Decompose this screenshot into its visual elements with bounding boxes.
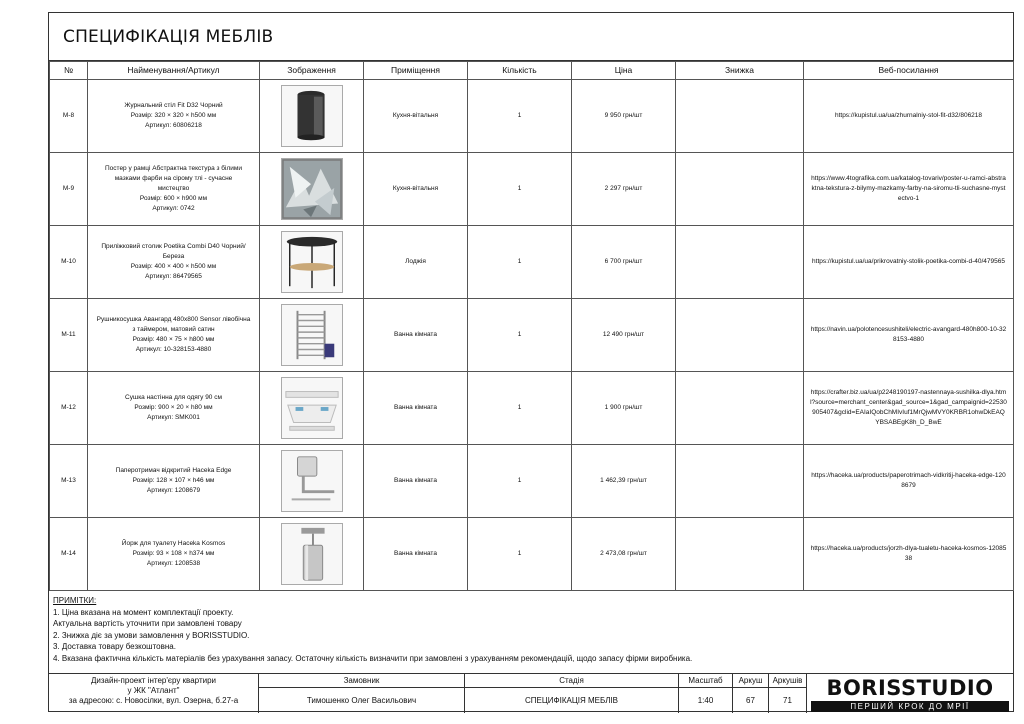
item-article: Артикул: SMK001 — [147, 414, 200, 422]
item-price: 9 950 грн/шт — [572, 80, 676, 153]
item-name-cell — [88, 372, 260, 445]
item-size: Розмір: 480 × 75 × h800 мм — [132, 336, 215, 343]
item-room: Кухня-вітальня — [364, 80, 468, 153]
item-discount — [676, 372, 804, 445]
towel-warmer-image — [281, 304, 343, 366]
note-line: 3. Доставка товару безкоштовна. — [53, 642, 176, 652]
item-name: Приліжковий столик Poetika Combi D40 Чорний/ — [101, 242, 246, 250]
item-qty: 1 — [468, 80, 572, 153]
item-num: М-12 — [50, 372, 88, 445]
item-size: Розмір: 93 × 108 × h374 мм — [132, 549, 215, 557]
spec-sheet — [48, 12, 1014, 712]
table-row — [50, 226, 1014, 299]
item-discount — [676, 80, 804, 153]
item-price: 1 900 грн/шт — [572, 372, 676, 445]
item-image-cell — [260, 518, 364, 591]
notes-heading: ПРИМІТКИ: — [53, 596, 97, 605]
project-info — [49, 674, 259, 713]
item-image-cell — [260, 445, 364, 518]
toilet-brush-image — [281, 523, 343, 585]
item-name: Журнальний стіл Fit D32 Чорний — [124, 101, 223, 109]
col-room: Приміщення — [364, 62, 468, 80]
item-url[interactable]: https://www.4tografika.com.ua/katalog-tovariv/poster-u-ramci-abstraktna-tekstura-z-bilymy-mazkamy-farby-na-siromu-tli-suchasne-mystectvo-1 — [804, 153, 1014, 226]
item-price: 6 700 грн/шт — [572, 226, 676, 299]
title-bar — [49, 13, 1013, 61]
col-url: Веб-посилання — [804, 62, 1014, 80]
sheets-label: Аркушів — [772, 676, 803, 685]
item-size: Розмір: 128 × 107 × h46 мм — [132, 476, 215, 484]
coffee-table-image — [281, 85, 343, 147]
stamp-divider — [259, 687, 807, 688]
item-article: Артикул: 0742 — [152, 205, 195, 213]
item-price: 12 490 грн/шт — [572, 299, 676, 372]
sheets-cell — [769, 674, 807, 713]
note-line: 4. Вказана фактична кількість матеріалів без урахування запасу. Остаточну кількість визначити при замовлені з урахуванням рекомендацій, щодо запасу фірми виробника. — [53, 653, 693, 663]
item-size: Розмір: 400 × 400 × h500 мм — [130, 263, 217, 270]
sheet-cell — [733, 674, 769, 713]
item-url[interactable]: https://crafter.biz.ua/ua/p2248190197-nastennaya-sushilka-dlya.html?source=merchant_center&gad_source=1&gad_campaignid=22530905407&gclid=EAIaIQobChMIvIuf1MrQjwMVY0KRBR1ohwDkEAQYBSABEgK8h_D_BwE — [804, 372, 1014, 445]
item-room: Лоджія — [364, 226, 468, 299]
item-name-cell — [88, 299, 260, 372]
col-price: Ціна — [572, 62, 676, 80]
item-discount — [676, 445, 804, 518]
table-row — [50, 80, 1014, 153]
item-image-cell — [260, 80, 364, 153]
table-row — [50, 153, 1014, 226]
project-line: Дизайн-проект інтер'єру квартири — [90, 676, 216, 685]
col-name: Найменування/Артикул — [88, 62, 260, 80]
table-row — [50, 299, 1014, 372]
col-qty: Кількість — [468, 62, 572, 80]
title-block — [49, 673, 1013, 712]
abstract-poster-image — [281, 158, 343, 220]
item-price: 2 473,08 грн/шт — [572, 518, 676, 591]
item-qty: 1 — [468, 153, 572, 226]
col-discount: Знижка — [676, 62, 804, 80]
item-num: М-8 — [50, 80, 88, 153]
customer-value: Тимошенко Олег Васильович — [306, 696, 417, 705]
note-line: Актуальна вартість уточнити при замовлені товару — [53, 619, 242, 629]
item-room: Кухня-вітальня — [364, 153, 468, 226]
item-name-cont: мистецтво — [157, 184, 190, 192]
item-qty: 1 — [468, 518, 572, 591]
customer-label: Замовник — [343, 676, 380, 685]
table-row — [50, 372, 1014, 445]
item-room: Ванна кімната — [364, 518, 468, 591]
project-line: у ЖК "Атлант" — [127, 686, 180, 695]
item-size: Розмір: 320 × 320 × h500 мм — [130, 111, 217, 119]
item-discount — [676, 226, 804, 299]
item-name: Йорж для туалету Haceka Kosmos — [121, 539, 226, 547]
item-article: Артикул: 60806218 — [145, 122, 202, 130]
spec-table — [49, 61, 1014, 591]
item-article: Артикул: 1208538 — [146, 560, 201, 568]
item-name: Паперотримач відкритий Haceka Edge — [115, 466, 232, 474]
item-room: Ванна кімната — [364, 445, 468, 518]
item-num: М-10 — [50, 226, 88, 299]
item-num: М-9 — [50, 153, 88, 226]
item-qty: 1 — [468, 445, 572, 518]
item-num: М-13 — [50, 445, 88, 518]
wall-dryer-image — [281, 377, 343, 439]
item-image-cell — [260, 299, 364, 372]
item-room: Ванна кімната — [364, 372, 468, 445]
item-discount — [676, 299, 804, 372]
item-name: Рушникосушка Авангард 480x800 Sensor лівобічна — [96, 315, 251, 323]
sheet-label: Аркуш — [738, 676, 763, 685]
studio-logo — [807, 674, 1013, 713]
logo-slogan: ПЕРШИЙ КРОК ДО МРІЇ — [811, 701, 1009, 712]
item-name-cell — [88, 445, 260, 518]
item-size: Розмір: 600 × h900 мм — [139, 195, 208, 203]
paper-holder-image — [281, 450, 343, 512]
project-line: за адресою: с. Новосілки, вул. Озерна, б.27-а — [68, 696, 239, 705]
scale-label: Масштаб — [688, 676, 723, 685]
item-name-cell — [88, 518, 260, 591]
item-url[interactable]: https://haceka.ua/products/jorzh-dlya-tualetu-haceka-kosmos-1208538 — [804, 518, 1014, 591]
col-num: № — [50, 62, 88, 80]
item-name: Сушка настінна для одягу 90 см — [125, 393, 222, 401]
item-article: Артикул: 10-328153-4880 — [135, 346, 212, 354]
item-name-cont: мазками фарби на сірому тлі - сучасне — [114, 174, 233, 182]
stage-value: СПЕЦИФІКАЦІЯ МЕБЛІВ — [524, 696, 619, 705]
item-size: Розмір: 900 × 20 × h80 мм — [134, 403, 213, 411]
col-image: Зображення — [260, 62, 364, 80]
table-header — [50, 62, 1014, 80]
item-image-cell — [260, 226, 364, 299]
logo-name: BORISSTUDIO — [826, 676, 994, 700]
note-line: 2. Знижка діє за умови замовлення у BORISSTUDIO. — [53, 630, 250, 640]
item-room: Ванна кімната — [364, 299, 468, 372]
notes-block — [49, 593, 1013, 667]
item-image-cell — [260, 372, 364, 445]
item-article: Артикул: 1208679 — [146, 487, 201, 495]
item-url[interactable]: https://kupistul.ua/ua/zhurnalniy-stol-fit-d32/806218 — [804, 80, 1014, 153]
page-title: СПЕЦИФІКАЦІЯ МЕБЛІВ — [63, 27, 274, 47]
item-article: Артикул: 86479565 — [145, 273, 202, 281]
note-line: 1. Ціна вказана на момент комплектації проекту. — [53, 607, 234, 617]
item-name-cell — [88, 153, 260, 226]
item-price: 1 462,39 грн/шт — [572, 445, 676, 518]
item-qty: 1 — [468, 299, 572, 372]
item-discount — [676, 153, 804, 226]
item-url[interactable]: https://navin.ua/polotencesushiteli/electric-avangard-480h800-10-328153-4880 — [804, 299, 1014, 372]
customer-cell — [259, 674, 465, 713]
item-url[interactable]: https://kupistul.ua/ua/prikrovatniy-stolik-poetika-combi-d-40/479565 — [804, 226, 1014, 299]
scale-cell — [679, 674, 733, 713]
scale-value: 1:40 — [697, 696, 714, 705]
item-name: Постер у рамці Абстрактна текстура з білими — [105, 164, 242, 172]
side-table-image — [281, 231, 343, 293]
item-qty: 1 — [468, 372, 572, 445]
item-num: М-11 — [50, 299, 88, 372]
item-url[interactable]: https://haceka.ua/products/paperotrimach-vidkritij-haceka-edge-1208679 — [804, 445, 1014, 518]
item-name-cont: з таймером, матовий сатин — [132, 325, 215, 333]
table-row — [50, 518, 1014, 591]
stage-label: Стадія — [559, 676, 584, 685]
table-row — [50, 445, 1014, 518]
sheet-value: 67 — [746, 696, 755, 705]
item-name-cell — [88, 80, 260, 153]
item-price: 2 297 грн/шт — [572, 153, 676, 226]
item-qty: 1 — [468, 226, 572, 299]
item-discount — [676, 518, 804, 591]
item-image-cell — [260, 153, 364, 226]
item-num: М-14 — [50, 518, 88, 591]
item-name-cell — [88, 226, 260, 299]
stage-cell — [465, 674, 679, 713]
sheets-value: 71 — [783, 696, 792, 705]
item-name-cont: Береза — [162, 252, 185, 260]
